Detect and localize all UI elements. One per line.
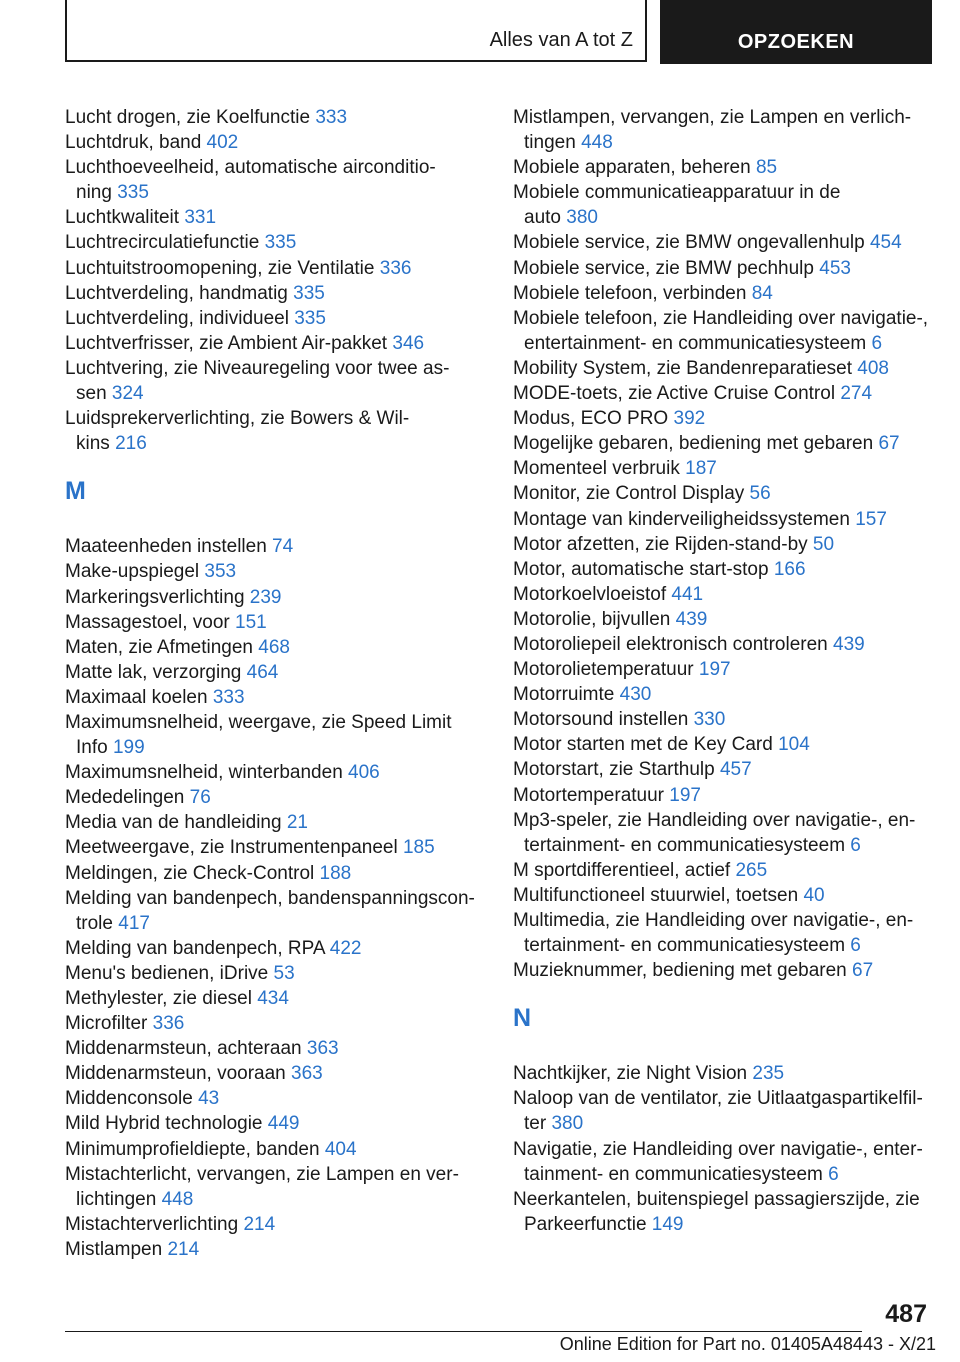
index-entry xyxy=(513,155,943,180)
index-entry xyxy=(65,205,485,230)
index-entry-text: Mobiele service, zie BMW pechhulp xyxy=(513,257,814,279)
index-entry xyxy=(65,610,485,635)
index-entry-text: Motoroliepeil elektronisch controleren xyxy=(513,633,828,655)
page-link[interactable]: 449 xyxy=(267,1113,300,1135)
page-link[interactable]: 197 xyxy=(669,784,701,806)
index-entry-text: Mobiele apparaten, beheren xyxy=(513,157,751,179)
index-entry xyxy=(65,886,485,936)
index-entry-text: Microfilter xyxy=(65,1013,148,1035)
page-link[interactable]: 335 xyxy=(294,307,326,329)
index-entry xyxy=(65,256,485,281)
page-link[interactable]: 50 xyxy=(812,533,835,555)
index-entry xyxy=(65,331,485,356)
page-link[interactable]: 380 xyxy=(551,1113,584,1135)
page-link[interactable]: 363 xyxy=(291,1063,323,1085)
index-entry-text: Mogelijke gebaren, bediening met gebaren xyxy=(513,433,874,455)
index-entry-text: Media van de handleiding xyxy=(65,812,282,834)
page-link[interactable]: 406 xyxy=(348,762,380,784)
index-entry-text: Nachtkijker, zie Night Vision xyxy=(513,1063,748,1085)
index-entry xyxy=(65,559,485,584)
index-entry-text: Momenteel verbruik xyxy=(513,458,680,480)
page-link[interactable]: 67 xyxy=(852,960,874,982)
page-link[interactable]: 454 xyxy=(869,232,902,254)
page-link[interactable]: 464 xyxy=(246,661,279,683)
index-entry xyxy=(65,306,485,331)
index-entry xyxy=(513,306,943,356)
index-column-right xyxy=(513,105,943,1237)
page-link[interactable]: 333 xyxy=(212,686,245,708)
index-entry xyxy=(513,381,943,406)
index-entry-text: Mistlampen xyxy=(65,1238,163,1260)
page-link[interactable]: 441 xyxy=(671,583,704,605)
page-number: 487 xyxy=(885,1300,927,1328)
index-entry-text: MODE-toets, zie Active Cruise Control xyxy=(513,383,836,405)
index-entry-text: Mededelingen xyxy=(65,787,185,809)
index-entry-text-continued: Info xyxy=(76,737,108,759)
index-entry xyxy=(513,532,943,557)
page-link[interactable]: 330 xyxy=(693,709,726,731)
index-entry-text: Middenarmsteun, vooraan xyxy=(65,1063,286,1085)
index-entry-text-continued: ning xyxy=(76,182,112,204)
index-entry-text-continued: tingen xyxy=(524,132,576,154)
index-entry xyxy=(65,635,485,660)
index-entry xyxy=(65,1162,485,1212)
index-entry xyxy=(513,883,943,908)
page-link[interactable]: 187 xyxy=(685,458,717,480)
index-entry-text: Maximaal koelen xyxy=(65,686,208,708)
page-link[interactable]: 166 xyxy=(773,558,806,580)
page-link[interactable]: 85 xyxy=(755,157,778,179)
index-entry-text: Motortemperatuur xyxy=(513,784,665,806)
index-entry-text: Make-upspiegel xyxy=(65,561,200,583)
index-entry-text: Multifunctioneel stuurwiel, toetsen xyxy=(513,884,799,906)
index-entry-text-continued: sen xyxy=(76,383,107,405)
index-entry xyxy=(513,632,943,657)
page-link[interactable]: 336 xyxy=(152,1013,185,1035)
index-entry xyxy=(513,958,943,983)
page-link[interactable]: 333 xyxy=(315,107,348,128)
page-link[interactable]: 335 xyxy=(264,232,297,254)
index-entry xyxy=(513,908,943,958)
index-entry-text: Mistachterlicht, vervangen, zie Lampen en ver- xyxy=(65,1163,459,1185)
index-entry xyxy=(65,1111,485,1136)
index-entry xyxy=(65,1036,485,1061)
page-link[interactable]: 199 xyxy=(112,737,145,759)
index-entry-text: Luchtvering, zie Niveauregeling voor twee as- xyxy=(65,357,450,379)
page-link[interactable]: 6 xyxy=(850,935,861,957)
page-link[interactable]: 43 xyxy=(198,1088,220,1110)
footer-divider xyxy=(65,1331,862,1332)
index-entry-text: Maximumsnelheid, winterbanden xyxy=(65,762,343,784)
index-entry-text: Luchtverdeling, handmatig xyxy=(65,282,288,304)
index-entry xyxy=(65,155,485,205)
index-entry xyxy=(513,1137,943,1187)
index-entry-text: Matte lak, verzorging xyxy=(65,661,242,683)
index-column-left xyxy=(65,105,485,1262)
index-entry-text: Luchtverfrisser, zie Ambient Air-pakket xyxy=(65,332,388,354)
index-entry-text: Motorolietemperatuur xyxy=(513,659,694,681)
index-entry xyxy=(65,406,485,456)
index-entry xyxy=(65,1061,485,1086)
index-entry xyxy=(65,130,485,155)
index-entry xyxy=(65,230,485,255)
page-link[interactable]: 274 xyxy=(840,383,873,405)
index-entry xyxy=(513,481,943,506)
page-link[interactable]: 453 xyxy=(819,257,851,279)
index-entry xyxy=(65,760,485,785)
page-link[interactable]: 56 xyxy=(749,483,771,505)
index-entry xyxy=(513,1061,943,1086)
page-link[interactable]: 76 xyxy=(189,787,211,809)
index-entry-text-continued: entertainment- en communicatiesysteem xyxy=(524,332,867,354)
index-entry xyxy=(65,534,485,559)
index-entry-text: Melding van bandenpech, bandenspanningscon- xyxy=(65,887,475,909)
index-entry xyxy=(513,808,943,858)
index-entry xyxy=(513,682,943,707)
index-entry-text: Luchthoeveelheid, automatische airconditio- xyxy=(65,157,436,179)
index-entry-text: Middenconsole xyxy=(65,1088,193,1110)
page-link[interactable]: 6 xyxy=(871,332,883,354)
index-entry-text: Mobiele telefoon, verbinden xyxy=(513,282,747,304)
index-entry xyxy=(513,582,943,607)
index-entry-text: Mistlampen, vervangen, zie Lampen en verlich- xyxy=(513,107,912,128)
page-link[interactable]: 439 xyxy=(833,633,865,655)
index-entry-text-continued: tertainment- en communicatiesysteem xyxy=(524,935,846,957)
index-entry xyxy=(513,707,943,732)
index-entry xyxy=(65,1137,485,1162)
index-entry-text-continued: ter xyxy=(524,1113,547,1135)
index-entry xyxy=(513,858,943,883)
tab-opzoeken[interactable]: OPZOEKEN xyxy=(660,0,932,64)
index-entry-text: Motorstart, zie Starthulp xyxy=(513,759,715,781)
index-entry-text: Luchtverdeling, individueel xyxy=(65,307,289,329)
page-link[interactable]: 149 xyxy=(651,1213,684,1235)
index-entry xyxy=(513,105,943,155)
page-link[interactable]: 53 xyxy=(273,962,295,984)
index-entry xyxy=(513,456,943,481)
index-entry-text: Multimedia, zie Handleiding over navigatie-, en- xyxy=(513,910,914,931)
index-entry xyxy=(65,356,485,406)
index-entry-text: Mobiele communicatieapparatuur in de xyxy=(513,182,841,204)
index-entry xyxy=(65,685,485,710)
index-entry xyxy=(65,1011,485,1036)
page-link[interactable]: 185 xyxy=(402,837,435,859)
footer-edition-text: Online Edition for Part no. 01405A48443 - X/21 xyxy=(559,1334,936,1354)
page-link[interactable]: 353 xyxy=(204,561,237,583)
index-entry-text: Meldingen, zie Check-Control xyxy=(65,862,315,884)
index-entry-text: Luchtuitstroomopening, zie Ventilatie xyxy=(65,257,375,279)
index-entry-text: Motor, automatische start-stop xyxy=(513,558,769,580)
index-entry xyxy=(513,230,943,255)
index-entry-text: Maten, zie Afmetingen xyxy=(65,636,253,658)
index-entry-text: Mp3-speler, zie Handleiding over navigatie-, en- xyxy=(513,809,916,831)
index-entry-text: Montage van kinderveiligheidssystemen xyxy=(513,508,850,530)
page-link[interactable]: 448 xyxy=(161,1188,194,1210)
index-entry xyxy=(65,835,485,860)
index-entry xyxy=(65,281,485,306)
index-entry-text: Motorkoelvloeistof xyxy=(513,583,667,605)
index-entry xyxy=(65,986,485,1011)
index-letter-heading: M xyxy=(65,477,86,506)
page-link[interactable]: 6 xyxy=(828,1163,839,1185)
index-entry-text: Methylester, zie diesel xyxy=(65,988,252,1009)
page-link[interactable]: 40 xyxy=(803,884,825,906)
page-link[interactable]: 346 xyxy=(392,332,425,354)
page-link[interactable]: 197 xyxy=(698,659,731,681)
page-link[interactable]: 6 xyxy=(850,834,861,856)
index-entry-text: Modus, ECO PRO xyxy=(513,408,669,430)
page-link[interactable]: 363 xyxy=(306,1038,339,1060)
page-link[interactable]: 402 xyxy=(206,132,239,154)
page-link[interactable]: 216 xyxy=(115,433,147,455)
index-entry-text: Monitor, zie Control Display xyxy=(513,483,745,505)
index-entry-text-continued: trole xyxy=(76,912,113,934)
index-entry-text: Maximumsnelheid, weergave, zie Speed Limit xyxy=(65,711,452,733)
index-entry xyxy=(513,256,943,281)
index-entry xyxy=(65,936,485,961)
index-entry xyxy=(513,757,943,782)
index-entry xyxy=(65,810,485,835)
index-entry-text: Luidsprekerverlichting, zie Bowers & Wil- xyxy=(65,408,410,430)
index-entry-text-continued: tainment- en communicatiesysteem xyxy=(524,1163,823,1185)
index-entry-text: Motorolie, bijvullen xyxy=(513,608,671,630)
page-link[interactable]: 324 xyxy=(111,383,144,405)
index-entry-text: Luchtkwaliteit xyxy=(65,207,180,229)
index-entry-text: Luchtdruk, band xyxy=(65,132,202,154)
page-link[interactable]: 239 xyxy=(249,586,282,608)
index-entry-text: Menu's bedienen, iDrive xyxy=(65,962,269,984)
index-entry xyxy=(65,785,485,810)
index-entry-text-continued: lichtingen xyxy=(76,1188,157,1210)
index-entry xyxy=(65,660,485,685)
index-entry xyxy=(513,607,943,632)
page-link[interactable]: 214 xyxy=(243,1213,276,1235)
page-link[interactable]: 439 xyxy=(675,608,708,630)
index-entry-text: Navigatie, zie Handleiding over navigatie-, enter- xyxy=(513,1138,923,1160)
index-entry-text: Motorsound instellen xyxy=(513,709,689,731)
page-link[interactable]: 74 xyxy=(272,536,294,558)
index-entry-text: M sportdifferentieel, actief xyxy=(513,859,731,881)
index-entry-text: Middenarmsteun, achteraan xyxy=(65,1038,302,1060)
tab-alles-van-a-tot-z[interactable]: Alles van A tot Z xyxy=(65,0,647,62)
index-entry xyxy=(65,1237,485,1262)
page-link[interactable]: 408 xyxy=(857,357,889,379)
index-entry-text: Luchtrecirculatiefunctie xyxy=(65,232,260,254)
page-link[interactable]: 157 xyxy=(855,508,887,530)
page-link[interactable]: 448 xyxy=(581,132,613,154)
page-link[interactable]: 214 xyxy=(167,1238,200,1260)
index-entry-text: Minimumprofieldiepte, banden xyxy=(65,1138,320,1160)
page-link[interactable]: 468 xyxy=(258,636,290,658)
index-entry xyxy=(65,1212,485,1237)
page-link[interactable]: 331 xyxy=(184,207,217,229)
index-entry-text: Lucht drogen, zie Koelfunctie xyxy=(65,107,311,128)
page-link[interactable]: 104 xyxy=(778,734,810,756)
index-entry-text: Melding van bandenpech, RPA xyxy=(65,937,325,959)
page-link[interactable]: 336 xyxy=(379,257,412,279)
index-entry xyxy=(513,732,943,757)
index-entry-text: Mobility System, zie Bandenreparatieset xyxy=(513,357,852,379)
header xyxy=(65,0,932,64)
index-entry-text: Massagestoel, voor xyxy=(65,611,230,633)
index-entry-text-continued: auto xyxy=(524,207,561,229)
page-link[interactable]: 151 xyxy=(235,611,267,633)
page-link[interactable]: 417 xyxy=(118,912,150,934)
index-entry-text: Mild Hybrid technologie xyxy=(65,1113,263,1135)
index-entry xyxy=(65,710,485,760)
page-link[interactable]: 335 xyxy=(117,182,149,204)
index-entry-text: Motor starten met de Key Card xyxy=(513,734,773,756)
index-entry-text: Naloop van de ventilator, zie Uitlaatgaspartikelfil- xyxy=(513,1088,923,1110)
index-entry xyxy=(513,657,943,682)
page-link[interactable]: 392 xyxy=(673,408,706,430)
index-entry-text: Neerkantelen, buitenspiegel passagierszijde, zie xyxy=(513,1188,920,1210)
index-entry xyxy=(65,585,485,610)
index-entry xyxy=(65,105,485,130)
index-entry xyxy=(65,1086,485,1111)
page-link[interactable]: 84 xyxy=(751,282,773,304)
page-link[interactable]: 457 xyxy=(719,759,752,781)
index-entry xyxy=(513,557,943,582)
page-link[interactable]: 422 xyxy=(329,937,362,959)
page-link[interactable]: 430 xyxy=(619,684,652,706)
page-link[interactable]: 21 xyxy=(286,812,308,834)
page-link[interactable]: 380 xyxy=(566,207,598,229)
index-entry-text: Meetweergave, zie Instrumentenpaneel xyxy=(65,837,398,859)
index-entry xyxy=(513,431,943,456)
index-entry-text-continued: tertainment- en communicatiesysteem xyxy=(524,834,846,856)
index-entry-text: Mobiele service, zie BMW ongevallenhulp xyxy=(513,232,865,254)
index-entry xyxy=(513,1187,943,1237)
index-entry-text: Maateenheden instellen xyxy=(65,536,267,558)
index-entry xyxy=(513,507,943,532)
index-entry-text: Muzieknummer, bediening met gebaren xyxy=(513,960,847,982)
index-entry xyxy=(513,281,943,306)
index-entry-text: Motorruimte xyxy=(513,684,615,706)
index-entry xyxy=(513,406,943,431)
index-entry-text-continued: kins xyxy=(76,433,110,455)
index-entry-text: Mobiele telefoon, zie Handleiding over navigatie-, xyxy=(513,307,929,329)
index-entry xyxy=(65,961,485,986)
page-link[interactable]: 235 xyxy=(752,1063,785,1085)
page-link[interactable]: 434 xyxy=(257,988,289,1009)
index-entry xyxy=(513,356,943,381)
index-entry xyxy=(513,180,943,230)
index-entry xyxy=(513,783,943,808)
index-entry-text-continued: Parkeerfunctie xyxy=(524,1213,647,1235)
page-link[interactable]: 265 xyxy=(735,859,768,881)
index-entry-text: Mistachterverlichting xyxy=(65,1213,239,1235)
page-link[interactable]: 188 xyxy=(319,862,352,884)
index-entry xyxy=(513,1086,943,1136)
page-link[interactable]: 404 xyxy=(324,1138,357,1160)
page-link[interactable]: 67 xyxy=(878,433,900,455)
page-link[interactable]: 335 xyxy=(293,282,325,304)
index-letter-heading: N xyxy=(513,1004,532,1033)
index-entry-text: Motor afzetten, zie Rijden-stand-by xyxy=(513,533,808,555)
index-entry-text: Markeringsverlichting xyxy=(65,586,245,608)
index-entry xyxy=(65,861,485,886)
